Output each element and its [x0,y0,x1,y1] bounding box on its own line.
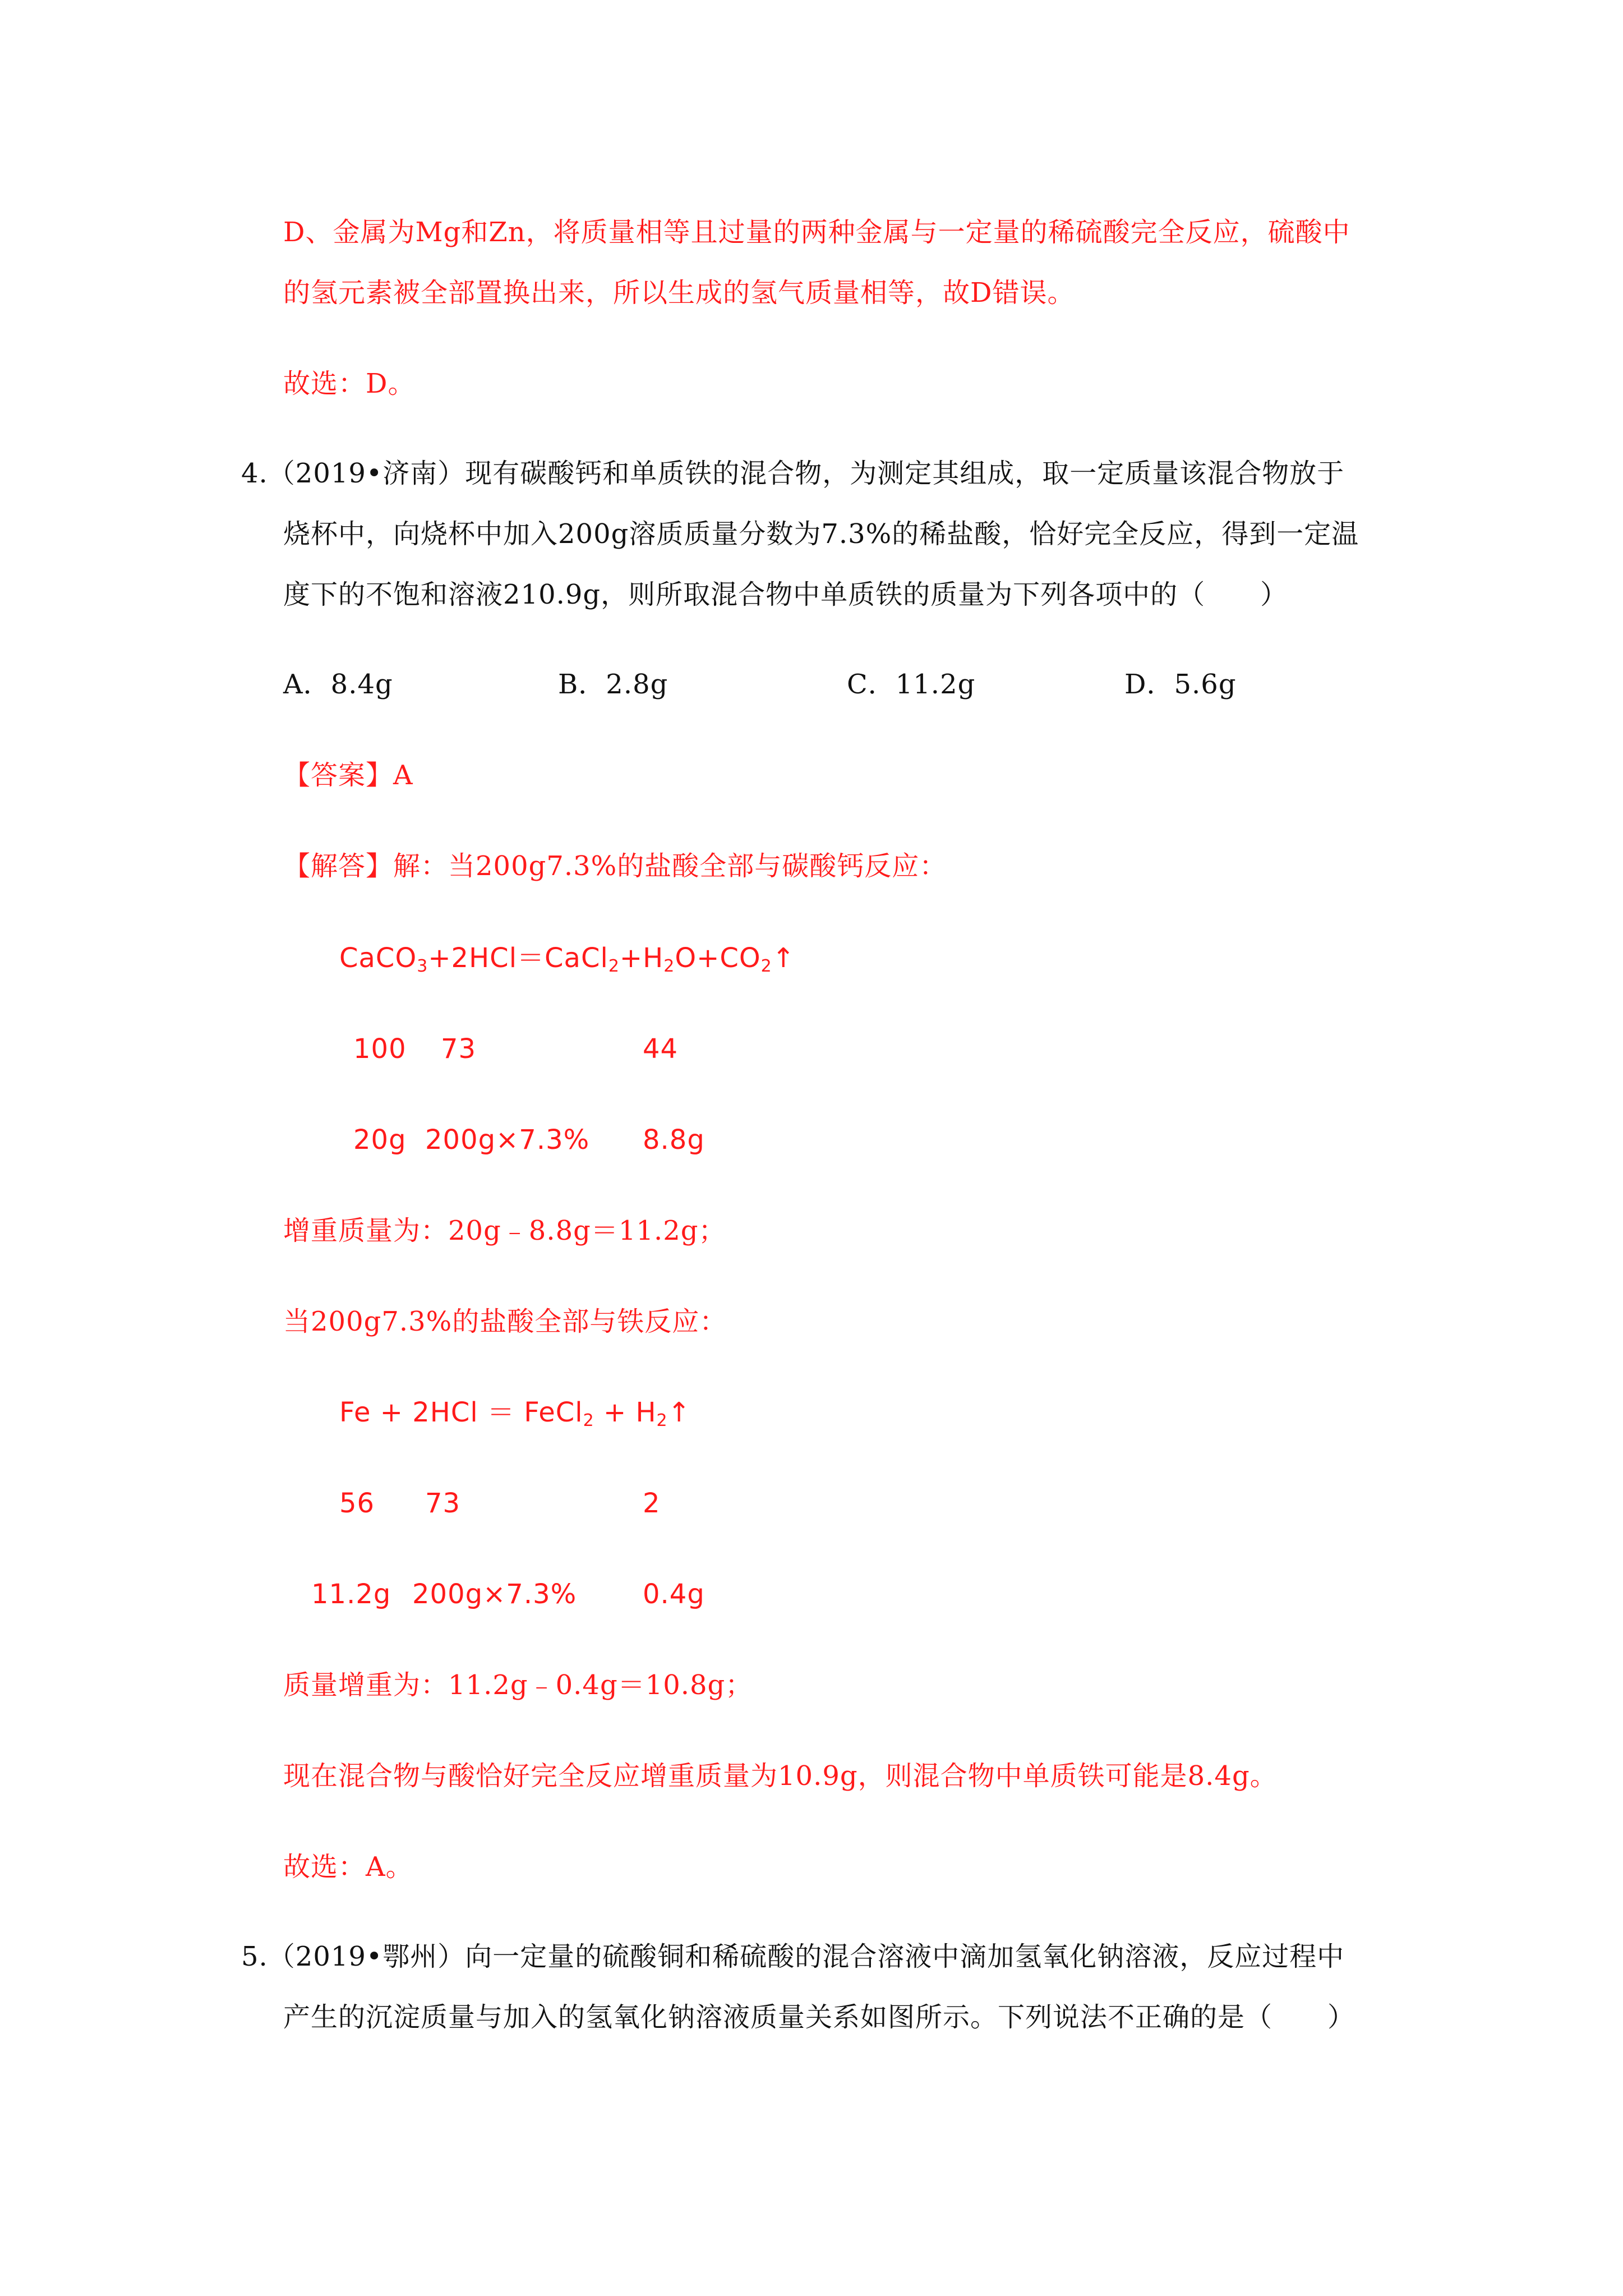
prev-explain-d-line2: 的氢元素被全部置换出来，所以生成的氢气质量相等，故D错误。 [283,277,1075,309]
q4-eq1-ratio-row [0,1031,1122,1067]
eq1-ratio-hcl: 73 [441,1033,477,1065]
eq2-mass-h2: 0.4g [643,1579,705,1610]
q4-option-b: B．2.8g [558,669,668,700]
q4-gain2: 质量增重为：11.2g﹣0.4g＝10.8g； [283,1669,753,1701]
q4-stem-line2: 烧杯中，向烧杯中加入200g溶质质量分数为7.3%的稀盐酸，恰好完全反应，得到一定温 [283,518,1359,550]
q4-conclusion: 现在混合物与酸恰好完全反应增重质量为10.9g，则混合物中单质铁可能是8.4g。 [283,1760,1278,1792]
q4-answer: 【答案】A [283,760,413,791]
q4-options [283,666,1405,702]
eq1-mass-co2: 8.8g [643,1124,705,1156]
eq1-mass-hcl: 200g×7.3% [425,1124,590,1156]
eq1-mass-caco3: 20g [353,1124,407,1156]
eq2-mass-hcl: 200g×7.3% [412,1579,577,1610]
q4-solution-intro: 【解答】解：当200g7.3%的盐酸全部与碳酸钙反应： [283,850,947,882]
eq1-ratio-co2: 44 [643,1033,679,1065]
q5-stem-line1: 5.（2019•鄂州）向一定量的硫酸铜和稀硫酸的混合溶液中滴加氢氧化钠溶液，反应过程中 [241,1941,1345,1972]
gas-arrow-icon: ↑ [667,1397,691,1428]
q4-stem-line3: 度下的不饱和溶液210.9g，则所取混合物中单质铁的质量为下列各项中的（ ） [283,579,1288,610]
q4-eq2-ratio-row [0,1485,1122,1521]
eq2-ratio-hcl: 73 [425,1488,461,1519]
q4-equation-caco3: $CaCO_3+2HCl=CaCl_2+H_2O+CO_2↑$ [339,942,795,976]
q4-option-d: D．5.6g [1124,669,1237,700]
gas-arrow-icon: ↑ [772,942,795,974]
q4-choice: 故选：A。 [283,1851,413,1883]
q4-option-a: A．8.4g [283,669,393,700]
prev-explain-d-line1: D、金属为Mg和Zn，将质量相等且过量的两种金属与一定量的稀硫酸完全反应，硫酸中 [283,217,1350,248]
q4-eq1-mass-row [0,1122,1122,1158]
eq1-ratio-caco3: 100 [353,1033,407,1065]
q4-eq2-mass-row [0,1576,1122,1612]
q4-option-c: C．11.2g [847,669,976,700]
q4-equation-fe: Fe + 2HCl ＝ FeCl$_2$ + $H_2↑$ [339,1397,691,1430]
q5-stem-line2: 产生的沉淀质量与加入的氢氧化钠溶液质量关系如图所示。下列说法不正确的是（ ） [283,2001,1355,2033]
prev-explain-choice: 故选：D。 [283,368,416,399]
eq2-ratio-fe: 56 [339,1488,375,1519]
eq2-mass-fe: 11.2g [311,1579,391,1610]
q4-gain1: 增重质量为：20g﹣8.8g＝11.2g； [283,1215,726,1246]
eq2-ratio-h2: 2 [643,1488,661,1519]
q4-solution-fe: 当200g7.3%的盐酸全部与铁反应： [283,1306,727,1337]
q4-stem-line1: 4.（2019•济南）现有碳酸钙和单质铁的混合物，为测定其组成，取一定质量该混合物放于 [241,458,1345,489]
